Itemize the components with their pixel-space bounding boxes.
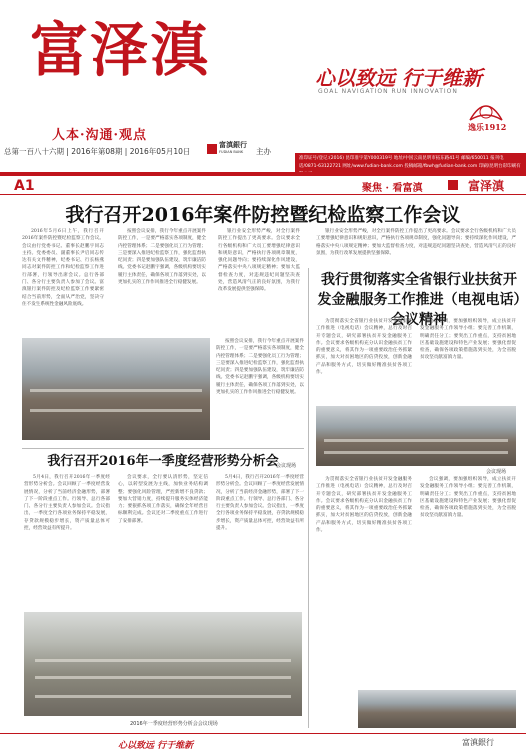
third-article-col-3: 为贯彻落实全省银行业扶贫开发金融服务工作推进（电视电话）会议精神，总行及时召开专题会议，研究部署扶贫开发金融服务工作。会议要求各级机构充分认识金融扶贫工作的重要意义，将其作为一项重要政治任务抓紧抓实，加大对贫困地区的信贷投放，创新金融产品和服务方式，切实做好精准扶贫各项工作。 xyxy=(316,477,412,534)
section-label: 聚焦 · 看富滇 xyxy=(362,183,423,194)
bank-logo-icon xyxy=(207,144,217,154)
footer-bank-name: 富滇銀行 xyxy=(462,738,494,747)
second-article-photo xyxy=(24,612,302,716)
main-article-col-2: 按照会议安排，我行今年重点开展案件防控工作，一是要严格落实各项制度，健全内控管理体系；二是要强化员工行为管理；三是要深入推进纪检监察工作，强化监督执纪问责；四是要加强队伍建设，筑牢廉洁防线。党委书记赵鹏宇强调，各级机构要切实履行主体责任，确保各项工作落到实处，以更加扎实的工作作风推进全行稳健发展。 xyxy=(118,229,206,286)
page-number: A1 xyxy=(14,178,35,194)
second-headline: 我行召开2016年一季度经营形势分析会 xyxy=(47,454,279,469)
bank-logo xyxy=(207,142,247,156)
third-headline: 我行贯彻落实全省银行业扶贫开发金融服务工作推进（电视电话）会议精神 xyxy=(317,272,521,328)
third-article-photo xyxy=(316,406,516,466)
main-article-col-1: 2016年5月6日上午，我行召开2016年案件防控暨纪检监察工作会议。会议由行党委书记、董事长赵鹏宇同志主持。党委委员、副董事长尹启同志传达有关文件精神，纪委书记、行长杨燕同志对案件防控工作和纪检监察工作进行部署，行领导出席会议。总行各部门、各分行主要负责人参加了会议。富滇银行案件防控及纪检监察工作要紧密结合当前形势，全面从严治党，坚决守住不发生系统性金融风险底线。 xyxy=(22,229,104,307)
publication-info-bar: 准印证号/登记:(2016) 昆印准字第Y000319号 地址/中国云南昆明市拓东路41号 邮编/650011 报刊电话/0871-63122721 网址/www.fudian-bank.com 投稿邮箱/fbwh@fudian-bank.com 印刷/昆明台彩印刷有 xyxy=(295,153,526,175)
third-photo-caption: 会议现场 xyxy=(486,469,507,475)
second-article-col-3: 5月4日，我行召开2016年一季度经营形势分析会。会议回顾了一季度经营发展情况，分析了当前经济金融形势，部署了下一阶段重点工作。行领导、总行各部门、各分行主要负责人参加会议。会议指出，一季度全行各项业务保持平稳发展，存贷款规模稳步增长，资产质量总体可控，经营效益有所提升。 xyxy=(216,475,304,532)
third-article-col-1: 为贯彻落实全省银行业扶贫开发金融服务工作推进（电视电话）会议精神，总行及时召开专题会议，研究部署扶贫开发金融服务工作。会议要求各级机构充分认识金融扶贫工作的重要意义，将其作为一项重要政治任务抓紧抓实，加大对贫困地区的信贷投放，创新金融产品和服务方式，切实做好精准扶贫各项工作。 xyxy=(316,319,412,376)
main-article-photo xyxy=(22,338,210,440)
main-article-col-5: 按照会议安排，我行今年重点开展案件防控工作，一是要严格落实各项制度，健全内控管理体系；二是要强化员工行为管理；三是要深入推进纪检监察工作，强化监督执纪问责；四是要加强队伍建设，筑牢廉洁防线。党委书记赵鹏宇强调，各级机构要切实履行主体责任，确保各项工作落到实处，以更加扎实的工作作风推进全行稳健发展。 xyxy=(216,339,304,396)
divider xyxy=(22,448,304,449)
masthead-slogan: 心以致远 行于维新 xyxy=(315,66,482,90)
bank-name: 富滇銀行 xyxy=(219,141,247,149)
section-rule xyxy=(0,194,526,195)
masthead-rule xyxy=(0,172,526,176)
third-article-photo-2 xyxy=(358,690,516,728)
second-article-col-1: 5月4日，我行召开2016年一季度经营形势分析会。会议回顾了一季度经营发展情况，分析了当前经济金融形势，部署了下一阶段重点工作。行领导、总行各部门、各分行主要负责人参加会议。会议指出，一季度全行各项业务保持平稳发展，存贷款规模稳步增长，资产质量总体可控，经营效益有所提升。 xyxy=(24,475,110,532)
third-article-col-2: 会议强调，要加强组织领导，成立扶贫开发金融服务工作领导小组；要完善工作机制，明确责任分工；要突出工作重点，支持贫困地区基础设施建设和特色产业发展；要强化督促检查，确保各项政策措施落到实处，为全省脱贫攻坚贡献富滇力量。 xyxy=(420,319,516,361)
ornament-logo-icon xyxy=(462,90,510,134)
footer-rule xyxy=(0,733,526,734)
masthead-title: 富泽滇 xyxy=(30,16,211,84)
masthead-slogan-en: GOAL NAVIGATION RUN INNOVATION xyxy=(318,88,458,95)
main-article-col-3: 银行业安全形势严峻，对全行案件防控工作提出了更高要求。会议要求全行各级机构和广大员工要增强纪律意识和规矩意识，严格执行各项规章制度，强化问题导向；要持续深化作风建设，严格落实中央八项规定精神；要加大监督检查力度，对违规违纪问题坚决查处，营造风清气正的良好氛围，为我行改革发展提供坚强保障。 xyxy=(218,229,300,293)
main-photo-caption: 会议现场 xyxy=(276,463,297,469)
bank-name-en: FUDIAN BANK xyxy=(219,150,244,154)
section-logo-icon xyxy=(448,180,458,190)
second-photo-caption: 2016年一季度经营形势分析会会议现场 xyxy=(130,721,218,727)
ornament-text: 逸乐1912 xyxy=(468,122,507,132)
issue-line: 总第一百八十六期 | 2016年第08期 | 2016年05月10日 xyxy=(4,147,191,156)
masthead-tagline: 人本·沟通·观点 xyxy=(52,128,148,143)
second-article-col-2: 会议要求，全行要认清形势，坚定信心，以转型发展为主线，加快业务结构调整；要强化风险管理，严控新增不良贷款；要加大营销力度，持续提升服务实体经济能力；要狠抓各项工作落实，确保全年经营目标顺利完成。会议还对二季度重点工作进行了安排部署。 xyxy=(118,475,208,524)
footer-slogan: 心以致远 行于维新 xyxy=(118,741,194,751)
main-article-col-4: 银行业安全形势严峻，对全行案件防控工作提出了更高要求。会议要求全行各级机构和广大员工要增强纪律意识和规矩意识，严格执行各项规章制度，强化问题导向；要持续深化作风建设，严格落实中央八项规定精神；要加大监督检查力度，对违规违纪问题坚决查处，营造风清气正的良好氛围，为我行改革发展提供坚强保障。 xyxy=(316,229,516,256)
section-brand: 富泽滇 xyxy=(468,179,505,193)
host-label: 主办 xyxy=(256,147,271,156)
column-divider xyxy=(308,268,309,728)
main-headline: 我行召开2016年案件防控暨纪检监察工作会议 xyxy=(65,204,461,226)
third-article-col-4: 会议强调，要加强组织领导，成立扶贫开发金融服务工作领导小组；要完善工作机制，明确责任分工；要突出工作重点，支持贫困地区基础设施建设和特色产业发展；要强化督促检查，确保各项政策措施落到实处，为全省脱贫攻坚贡献富滇力量。 xyxy=(420,477,516,519)
